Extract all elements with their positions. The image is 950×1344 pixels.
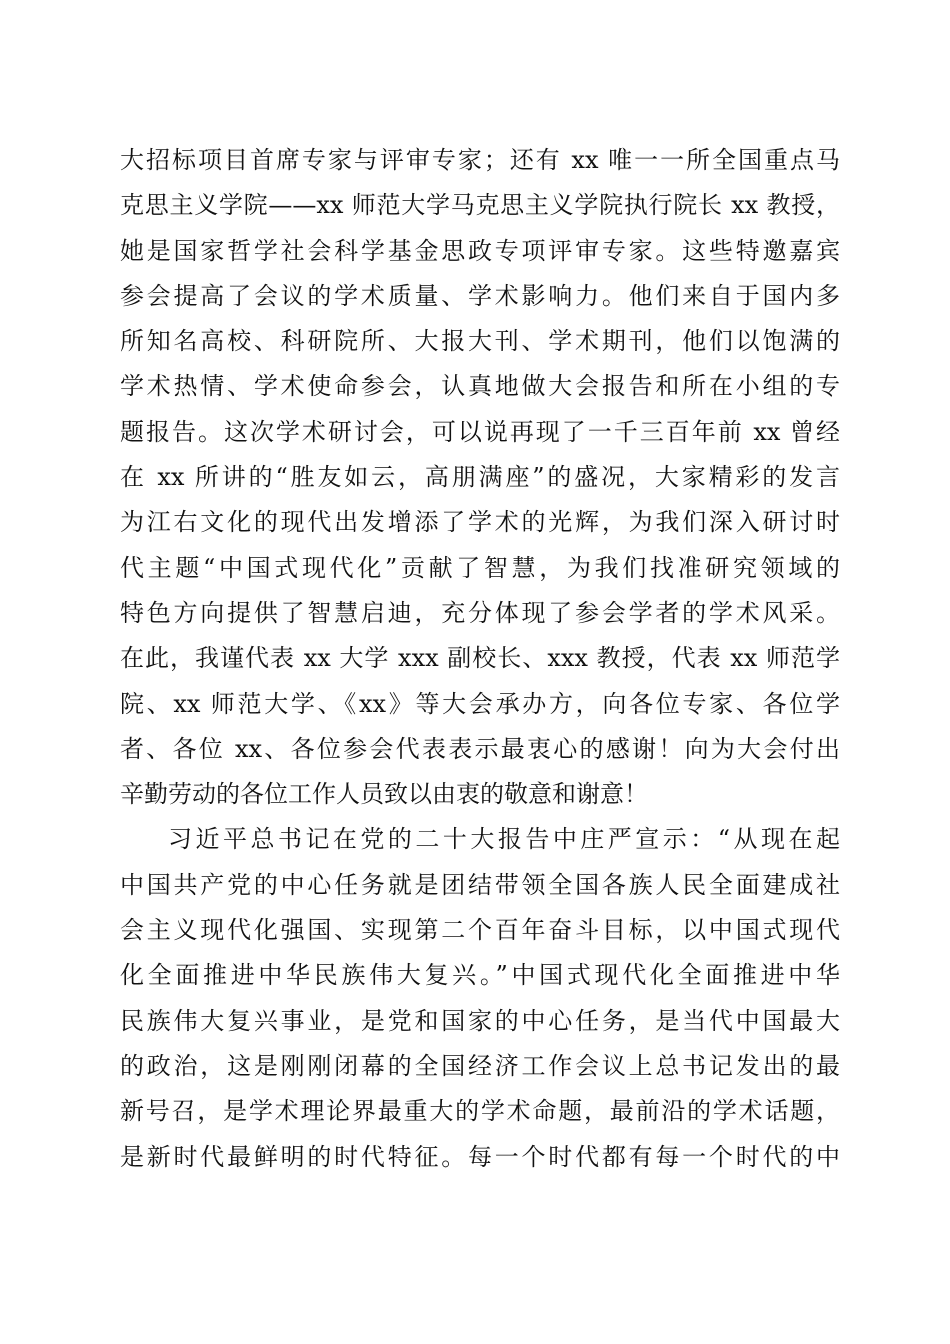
text-line: 代主题“中国式现代化”贡献了智慧，为我们找准研究领域的 xyxy=(120,553,840,582)
text-line: 新号召，是学术理论界最重大的学术命题，最前沿的学术话题， xyxy=(120,1097,840,1126)
text-line: 她是国家哲学社会科学基金思政专项评审专家。这些特邀嘉宾 xyxy=(120,236,840,265)
text-line: 在 xx 所讲的“胜友如云，高朋满座”的盛况，大家精彩的发言 xyxy=(120,463,840,492)
body-text xyxy=(120,138,840,1180)
paragraph-1 xyxy=(120,138,840,817)
text-line: 学术热情、学术使命参会，认真地做大会报告和所在小组的专 xyxy=(120,372,840,401)
text-line: 是新时代最鲜明的时代特征。每一个时代都有每一个时代的中 xyxy=(120,1142,840,1171)
text-line: 辛勤劳动的各位工作人员致以由衷的敬意和谢意！ xyxy=(120,780,648,809)
text-line: 题报告。这次学术研讨会，可以说再现了一千三百年前 xx 曾经 xyxy=(120,417,840,446)
text-line: 参会提高了会议的学术质量、学术影响力。他们来自于国内多 xyxy=(120,281,840,310)
text-line: 所知名高校、科研院所、大报大刊、学术期刊，他们以饱满的 xyxy=(120,327,840,356)
text-line: 为江右文化的现代出发增添了学术的光辉，为我们深入研讨时 xyxy=(120,508,840,537)
text-line: 院、xx 师范大学、《xx》等大会承办方，向各位专家、各位学 xyxy=(120,689,840,718)
text-line: 习近平总书记在党的二十大报告中庄严宣示：“从现在起 xyxy=(168,825,840,854)
text-line: 克思主义学院——xx 师范大学马克思主义学院执行院长 xx 教授， xyxy=(120,191,840,220)
text-line: 大招标项目首席专家与评审专家；还有 xx 唯一一所全国重点马 xyxy=(120,146,840,174)
text-line: 的政治，这是刚刚闭幕的全国经济工作会议上总书记发出的最 xyxy=(120,1051,840,1080)
paragraph-2 xyxy=(120,817,840,1179)
text-line: 化全面推进中华民族伟大复兴。”中国式现代化全面推进中华 xyxy=(120,961,840,990)
text-line: 会主义现代化强国、实现第二个百年奋斗目标，以中国式现代 xyxy=(120,916,840,945)
text-line: 在此，我谨代表 xx 大学 xxx 副校长、xxx 教授，代表 xx 师范学 xyxy=(120,644,840,673)
text-line: 者、各位 xx、各位参会代表表示最衷心的感谢！向为大会付出 xyxy=(120,734,840,763)
text-line: 民族伟大复兴事业，是党和国家的中心任务，是当代中国最大 xyxy=(120,1006,840,1035)
text-line: 中国共产党的中心任务就是团结带领全国各族人民全面建成社 xyxy=(120,870,840,899)
text-line: 特色方向提供了智慧启迪，充分体现了参会学者的学术风采。 xyxy=(120,598,840,627)
